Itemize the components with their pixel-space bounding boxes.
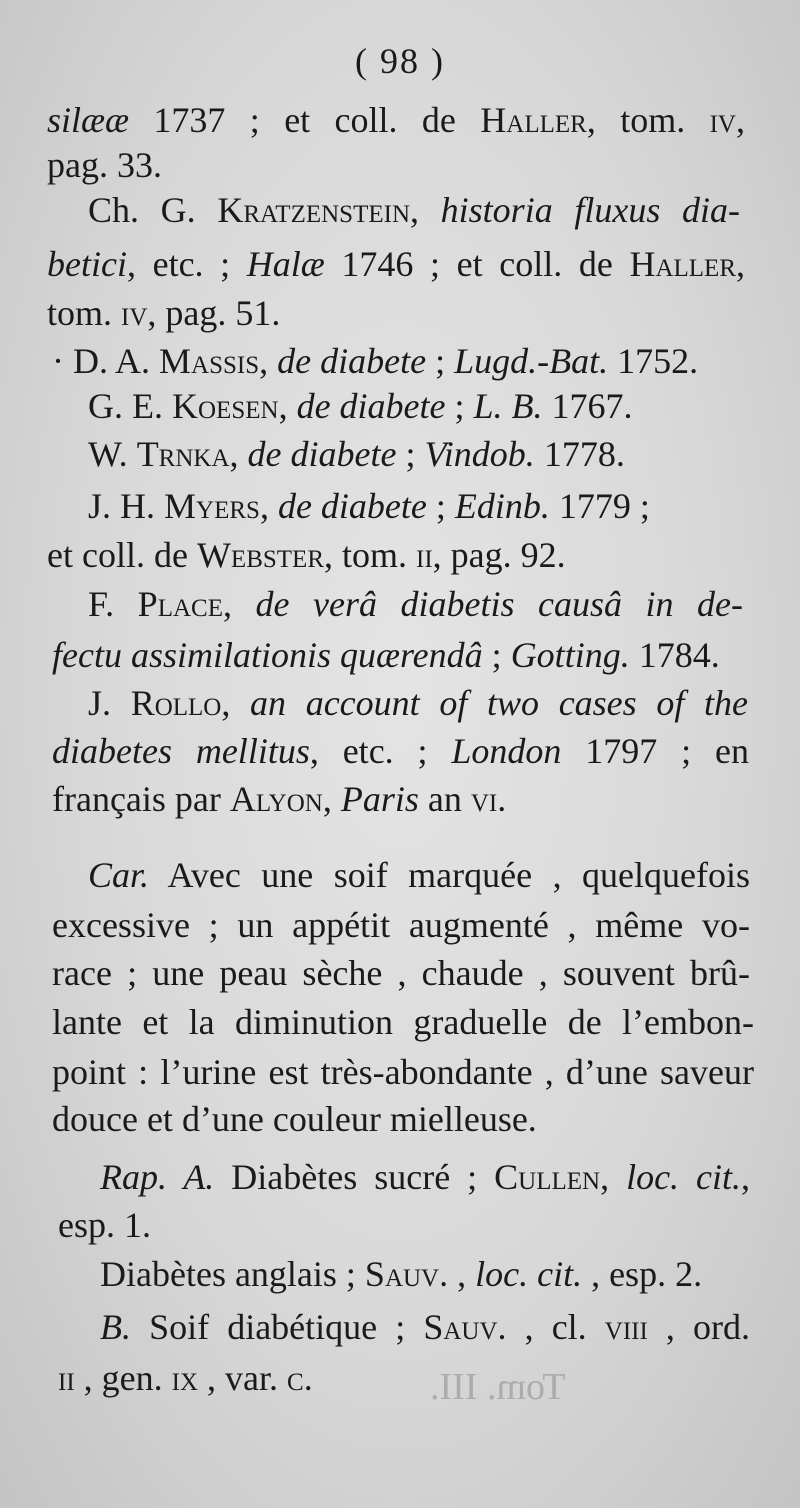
text-line: silææ 1737 ; et coll. de Haller, tom. iv, bbox=[47, 100, 745, 140]
text-line: Diabètes anglais ; Sauv. , loc. cit. , esp. 2. bbox=[100, 1254, 703, 1294]
text-line: français par Alyon, Paris an vi. bbox=[52, 779, 507, 819]
text-line: tom. iv, pag. 51. bbox=[47, 293, 281, 333]
text-line: douce et d’une couleur mielleuse. bbox=[52, 1099, 537, 1139]
page-number: ( 98 ) bbox=[355, 41, 445, 81]
text-line: G. E. Koesen, de diabete ; L. B. 1767. bbox=[88, 386, 633, 426]
text-line: point : l’urine est très-abondante , d’une saveur bbox=[52, 1052, 754, 1092]
text-line: esp. 1. bbox=[58, 1205, 151, 1245]
text-line: et coll. de Webster, tom. ii, pag. 92. bbox=[47, 535, 566, 575]
text-line: J. Rollo, an account of two cases of the bbox=[88, 683, 748, 723]
bleed-through-text: Tom. III. bbox=[430, 1366, 566, 1408]
text-line: B. Soif diabétique ; Sauv. , cl. viii , ord. bbox=[100, 1307, 750, 1347]
text-line: excessive ; un appétit augmenté , même vo- bbox=[52, 905, 750, 945]
text-line: W. Trnka, de diabete ; Vindob. 1778. bbox=[88, 434, 625, 474]
text-line: Rap. A. Diabètes sucré ; Cullen, loc. cit., bbox=[100, 1157, 751, 1197]
text-line: fectu assimilationis quærendâ ; Gotting. 1784. bbox=[52, 635, 720, 675]
text-line: · D. A. Massis, de diabete ; Lugd.-Bat. 1752. bbox=[52, 341, 699, 381]
text-line: betici, etc. ; Halæ 1746 ; et coll. de Haller, bbox=[47, 244, 745, 284]
text-line: Ch. G. Kratzenstein, historia fluxus dia- bbox=[88, 190, 741, 230]
text-line: Car. Avec une soif marquée , quelquefois bbox=[88, 855, 750, 895]
text-line: F. Place, de verâ diabetis causâ in de- bbox=[88, 584, 744, 624]
text-line: diabetes mellitus, etc. ; London 1797 ; en bbox=[52, 731, 750, 771]
text-line: race ; une peau sèche , chaude , souvent brû- bbox=[52, 953, 750, 993]
text-line: lante et la diminution graduelle de l’embon- bbox=[52, 1002, 754, 1042]
text-line: ii , gen. ix , var. c. bbox=[58, 1358, 313, 1398]
text-line: pag. 33. bbox=[47, 145, 162, 185]
text-line: J. H. Myers, de diabete ; Edinb. 1779 ; bbox=[88, 486, 650, 526]
